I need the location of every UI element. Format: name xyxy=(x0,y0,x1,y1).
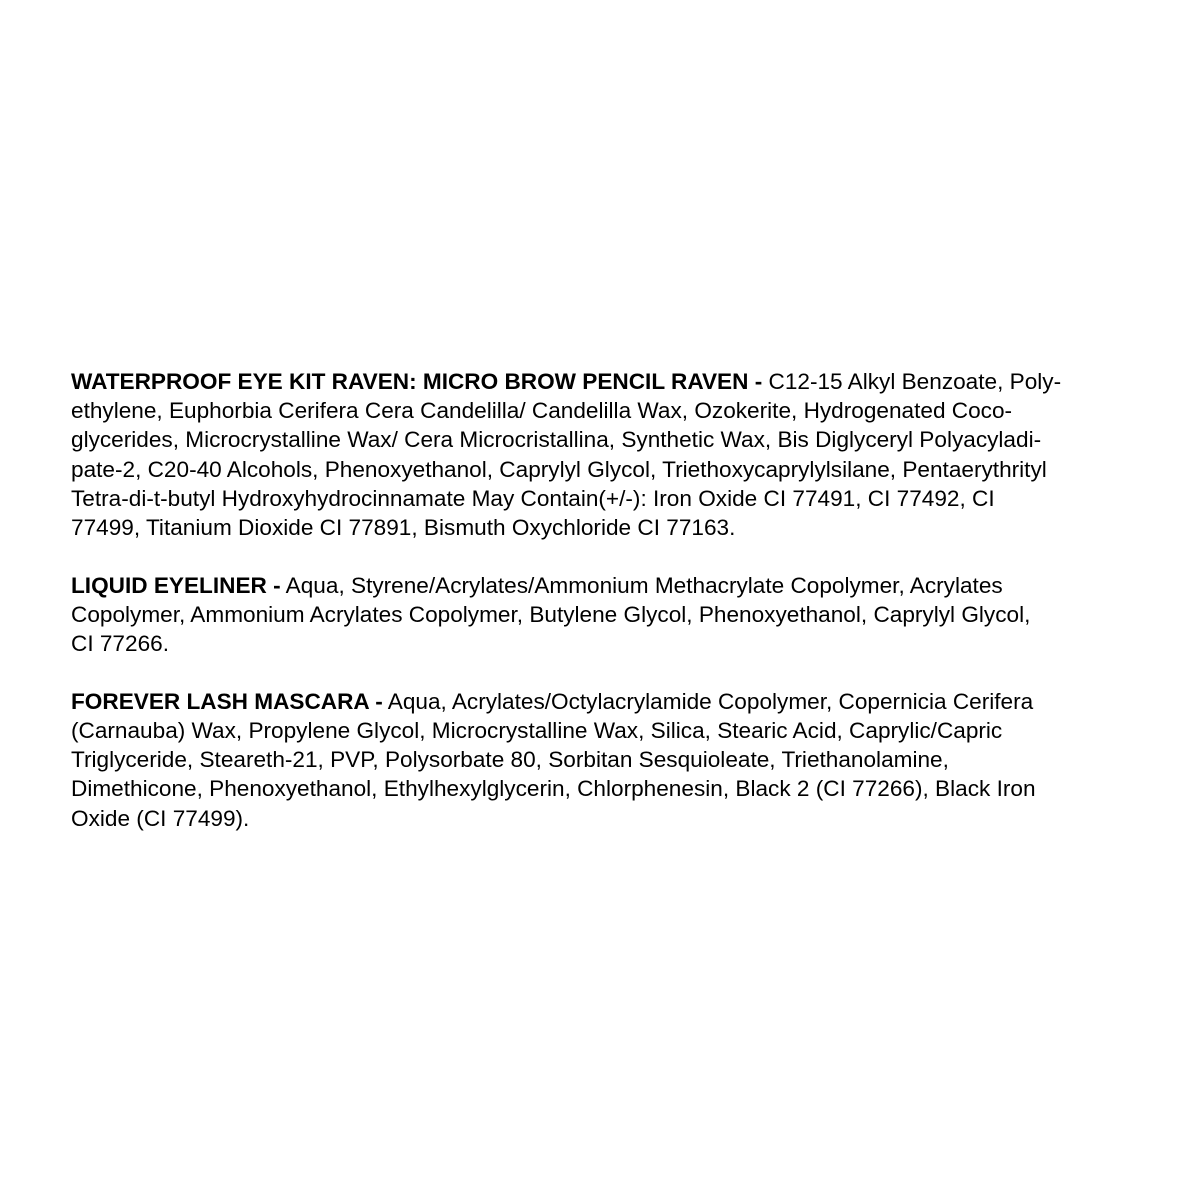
section-brow-pencil xyxy=(71,367,1131,542)
section-title: WATERPROOF EYE KIT RAVEN: MICRO BROW PENCIL RAVEN - xyxy=(71,369,763,394)
section-first-line xyxy=(71,367,1131,396)
ingredient-line: CI 77266. xyxy=(71,631,169,657)
section-first-line xyxy=(71,687,1131,716)
ingredient-line: Aqua, Acrylates/Octylacrylamide Copolymer, Copernicia Cerifera xyxy=(387,688,1034,714)
section-first-line xyxy=(71,571,1131,600)
ingredient-line: glycerides, Microcrystalline Wax/ Cera Microcristallina, Synthetic Wax, Bis Diglyceryl Polyacyladi- xyxy=(71,427,1042,453)
ingredient-line: Dimethicone, Phenoxyethanol, Ethylhexylglycerin, Chlorphenesin, Black 2 (CI 77266), Black Iron xyxy=(71,776,1036,802)
ingredient-line: ethylene, Euphorbia Cerifera Cera Candelilla/ Candelilla Wax, Ozokerite, Hydrogenated Coco- xyxy=(71,398,1013,424)
ingredient-line: Triglyceride, Steareth-21, PVP, Polysorbate 80, Sorbitan Sesquioleate, Triethanolamine, xyxy=(71,747,949,773)
ingredient-line: pate-2, C20-40 Alcohols, Phenoxyethanol, Caprylyl Glycol, Triethoxycaprylylsilane, Pentaerythrityl xyxy=(71,456,1047,482)
section-title: LIQUID EYELINER - xyxy=(71,572,281,598)
ingredient-line: Aqua, Styrene/Acrylates/Ammonium Methacrylate Copolymer, Acrylates xyxy=(285,572,1003,598)
ingredients-list xyxy=(71,367,1131,861)
ingredient-line: Copolymer, Ammonium Acrylates Copolymer, Butylene Glycol, Phenoxyethanol, Caprylyl Glycol, xyxy=(71,601,1031,627)
ingredient-line: C12-15 Alkyl Benzoate, Poly- xyxy=(768,369,1062,394)
section-liquid-eyeliner xyxy=(71,571,1131,659)
ingredient-line: Tetra-di-t-butyl Hydroxyhydrocinnamate May Contain(+/-): Iron Oxide CI 77491, CI 77492, CI xyxy=(71,485,995,511)
ingredient-line: 77499, Titanium Dioxide CI 77891, Bismuth Oxychloride CI 77163. xyxy=(71,515,736,541)
ingredient-line: (Carnauba) Wax, Propylene Glycol, Microcrystalline Wax, Silica, Stearic Acid, Caprylic/Capric xyxy=(71,718,1003,744)
section-title: FOREVER LASH MASCARA - xyxy=(71,688,383,714)
ingredient-line: Oxide (CI 77499). xyxy=(71,805,250,831)
section-forever-lash-mascara xyxy=(71,687,1131,833)
